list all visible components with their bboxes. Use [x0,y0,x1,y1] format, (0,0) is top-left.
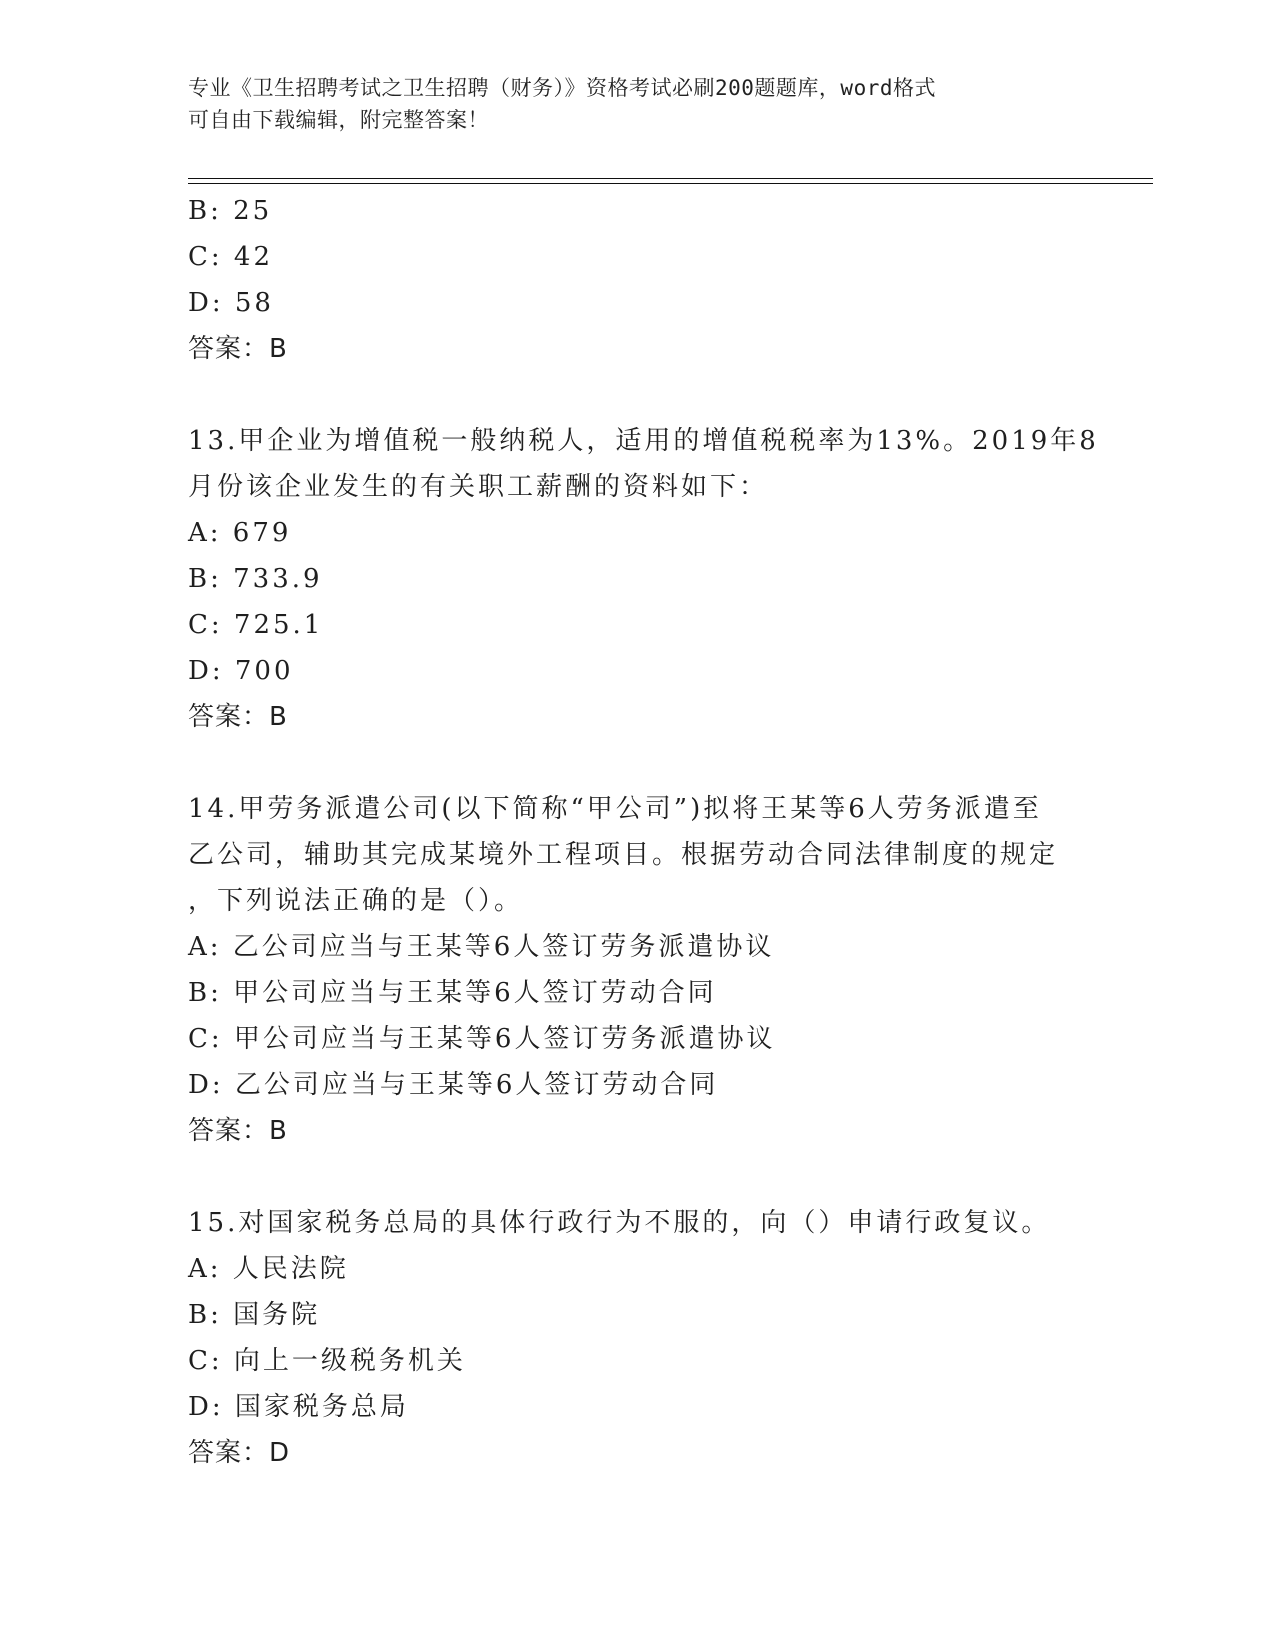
option-b: B: 国务院 [188,1300,321,1330]
option-c: C: 向上一级税务机关 [188,1346,466,1376]
question-stem-line: 15.对国家税务总局的具体行政行为不服的，向（）申请行政复议。 [188,1208,1051,1238]
header-line-1: 专业《卫生招聘考试之卫生招聘（财务）》资格考试必刷200题题库，word格式 [188,76,936,100]
page-header [188,72,1068,136]
option-c: C: 42 [188,242,274,272]
option-d: D: 58 [188,288,274,318]
answer: 答案：D [188,1438,291,1468]
spacer [188,1154,1088,1200]
option-a: A: 人民法院 [188,1254,349,1284]
question-stem-line: 13.甲企业为增值税一般纳税人，适用的增值税税率为13%。2019年8 [188,426,1099,456]
question-stem-line: 14.甲劳务派遣公司(以下简称“甲公司”)拟将王某等6人劳务派遣至 [188,794,1042,824]
header-rule-top [188,178,1153,179]
option-b: B: 733.9 [188,564,323,594]
question-14 [188,786,1088,1154]
spacer [188,740,1088,786]
answer: 答案：B [188,334,288,364]
question-13 [188,418,1099,740]
option-d: D: 700 [188,656,294,686]
option-a: A: 乙公司应当与王某等6人签订劳务派遣协议 [188,932,775,962]
question-12-tail [188,188,1088,372]
header-line-2: 可自由下载编辑，附完整答案！ [188,108,489,132]
answer: 答案：B [188,1116,288,1146]
option-b: B: 甲公司应当与王某等6人签订劳动合同 [188,978,717,1008]
answer: 答案：B [188,702,288,732]
option-c: C: 725.1 [188,610,324,640]
spacer [188,372,1088,418]
option-c: C: 甲公司应当与王某等6人签订劳务派遣协议 [188,1024,776,1054]
option-d: D: 国家税务总局 [188,1392,409,1422]
question-stem-line: 乙公司，辅助其完成某境外工程项目。根据劳动合同法律制度的规定 [188,840,1059,870]
question-15 [188,1200,1088,1476]
question-list [188,188,1099,1476]
question-stem-line: ，下列说法正确的是（）。 [188,886,524,916]
header-rule-bottom [188,183,1153,184]
option-d: D: 乙公司应当与王某等6人签订劳动合同 [188,1070,719,1100]
option-a: A: 679 [188,518,292,548]
option-b: B: 25 [188,196,273,226]
question-stem-line: 月份该企业发生的有关职工薪酬的资料如下： [188,472,769,502]
